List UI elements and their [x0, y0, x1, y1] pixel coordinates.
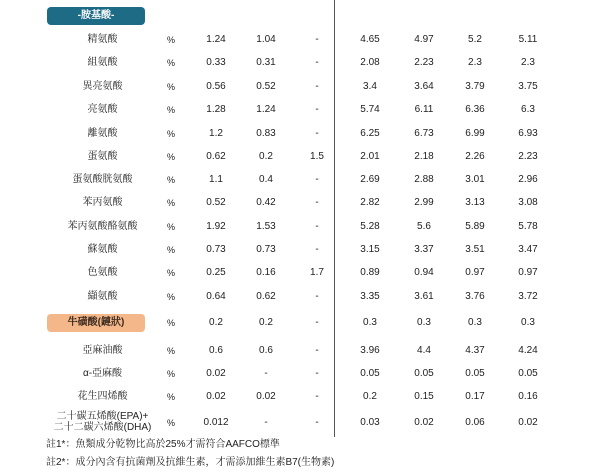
value-cell: 3.01 [465, 174, 485, 185]
value-cell: 3.35 [360, 291, 380, 302]
row-label [40, 411, 165, 433]
value-cell: 2.23 [518, 151, 538, 162]
row-label-line: 二十二碳六烯酸(DHA) [53, 422, 152, 433]
footnote-1: 註1*：魚類成分乾物比高於25%才需符合AAFCO標準 [46, 439, 280, 450]
value-cell: 0.2 [259, 151, 273, 162]
value-cell: 0.64 [206, 291, 226, 302]
value-cell: 0.16 [518, 391, 538, 402]
value-cell: 0.97 [518, 267, 538, 278]
value-cell: - [315, 317, 319, 328]
value-cell: 3.79 [465, 81, 485, 92]
row-label: 蘇氨酸 [87, 244, 118, 255]
row-unit: % [166, 222, 175, 232]
value-cell: 0.89 [360, 267, 380, 278]
value-cell: 2.08 [360, 57, 380, 68]
value-cell: 1.7 [310, 267, 324, 278]
row-unit: % [166, 152, 175, 162]
row-label: 異亮氨酸 [82, 81, 123, 92]
value-cell: 3.72 [518, 291, 538, 302]
value-cell: 0.02 [518, 417, 538, 428]
row-unit: % [166, 129, 175, 139]
value-cell: 0.97 [465, 267, 485, 278]
value-cell: 6.36 [465, 104, 485, 115]
value-cell: 5.11 [518, 34, 538, 45]
value-cell: 4.97 [414, 34, 434, 45]
row-unit: % [166, 418, 175, 428]
row-unit: % [166, 82, 175, 92]
value-cell: 1.2 [209, 128, 223, 139]
value-cell: 0.62 [256, 291, 276, 302]
row-label: 精氨酸 [87, 34, 118, 45]
value-cell: 0.56 [206, 81, 226, 92]
value-cell: 4.24 [518, 345, 538, 356]
value-cell: 3.37 [414, 244, 434, 255]
value-cell: 0.3 [363, 317, 377, 328]
value-cell: 2.69 [360, 174, 380, 185]
row-label: 離氨酸 [87, 128, 118, 139]
value-cell: - [315, 34, 319, 45]
value-cell: - [315, 391, 319, 402]
value-cell: 3.47 [518, 244, 538, 255]
row-unit: % [166, 392, 175, 402]
value-cell: 1.04 [256, 34, 276, 45]
value-cell: 3.64 [414, 81, 434, 92]
value-cell: 6.73 [414, 128, 434, 139]
value-cell: - [315, 104, 319, 115]
value-cell: 0.25 [206, 267, 226, 278]
value-cell: 2.26 [465, 151, 485, 162]
value-cell: 0.42 [256, 197, 276, 208]
value-cell: 2.3 [468, 57, 482, 68]
value-cell: 0.012 [203, 417, 229, 428]
value-cell: - [315, 128, 319, 139]
table-row [0, 290, 600, 304]
value-cell: 0.05 [360, 368, 380, 379]
section-label-amino-acids: -胺基酸- [47, 7, 145, 25]
row-unit: % [166, 198, 175, 208]
value-cell: 0.2 [209, 317, 223, 328]
row-unit: % [166, 292, 175, 302]
table-row [0, 80, 600, 94]
value-cell: 0.03 [360, 417, 380, 428]
row-unit: % [166, 346, 175, 356]
table-row [0, 56, 600, 70]
row-label: 蛋氨酸 [87, 151, 118, 162]
row-label: 組氨酸 [87, 57, 118, 68]
value-cell: 0.3 [521, 317, 535, 328]
value-cell: 0.33 [206, 57, 226, 68]
value-cell: 6.11 [414, 104, 434, 115]
row-unit: % [166, 369, 175, 379]
value-cell: 6.93 [518, 128, 538, 139]
table-row [0, 150, 600, 164]
value-cell: 0.02 [206, 368, 226, 379]
value-cell: 0.52 [256, 81, 276, 92]
value-cell: 2.01 [360, 151, 380, 162]
row-label: 色氨酸 [87, 267, 118, 278]
value-cell: 1.92 [206, 221, 226, 232]
row-label: 苯丙氨酸酪氨酸 [67, 221, 138, 232]
value-cell: 4.65 [360, 34, 380, 45]
value-cell: 0.83 [256, 128, 276, 139]
row-label: 亞麻油酸 [82, 345, 123, 356]
value-cell: 5.78 [518, 221, 538, 232]
section-label-taurine: 牛磺酸(鏈狀) [47, 314, 145, 332]
table-row [0, 316, 600, 330]
value-cell: 0.02 [414, 417, 434, 428]
value-cell: 1.1 [209, 174, 223, 185]
value-cell: 5.28 [360, 221, 380, 232]
value-cell: - [315, 81, 319, 92]
row-label: 亮氨酸 [87, 104, 118, 115]
table-row [0, 33, 600, 47]
row-unit: % [166, 318, 175, 328]
value-cell: 0.3 [468, 317, 482, 328]
value-cell: 0.05 [518, 368, 538, 379]
value-cell: - [315, 197, 319, 208]
value-cell: 0.2 [259, 317, 273, 328]
value-cell: 2.82 [360, 197, 380, 208]
value-cell: - [315, 368, 319, 379]
value-cell: 2.3 [521, 57, 535, 68]
table-row [0, 196, 600, 210]
value-cell: 0.16 [256, 267, 276, 278]
value-cell: 3.08 [518, 197, 538, 208]
value-cell: 2.88 [414, 174, 434, 185]
value-cell: 0.2 [363, 391, 377, 402]
value-cell: 0.6 [209, 345, 223, 356]
table-row [0, 243, 600, 257]
value-cell: 1.28 [206, 104, 226, 115]
table-row [0, 344, 600, 358]
table-row [0, 266, 600, 280]
value-cell: 2.99 [414, 197, 434, 208]
value-cell: 6.99 [465, 128, 485, 139]
value-cell: - [264, 417, 268, 428]
row-label: 花生四烯酸 [77, 391, 128, 402]
value-cell: 5.74 [360, 104, 380, 115]
value-cell: - [315, 417, 319, 428]
value-cell: 0.15 [414, 391, 434, 402]
table-row [0, 390, 600, 404]
value-cell: 3.96 [360, 345, 380, 356]
row-label: 蛋氨酸胱氨酸 [72, 174, 133, 185]
value-cell: 0.73 [206, 244, 226, 255]
value-cell: 0.62 [206, 151, 226, 162]
value-cell: 1.5 [310, 151, 324, 162]
table-row [0, 367, 600, 381]
table-row [0, 411, 600, 433]
value-cell: 3.4 [363, 81, 377, 92]
value-cell: 5.6 [417, 221, 431, 232]
table-row [0, 127, 600, 141]
row-label: 纈氨酸 [87, 291, 118, 302]
value-cell: 0.02 [206, 391, 226, 402]
value-cell: 2.96 [518, 174, 538, 185]
table-row [0, 220, 600, 234]
value-cell: - [315, 57, 319, 68]
table-row [0, 103, 600, 117]
value-cell: - [264, 368, 268, 379]
value-cell: - [315, 221, 319, 232]
value-cell: 3.15 [360, 244, 380, 255]
row-label: α-亞麻酸 [82, 368, 123, 379]
value-cell: 0.05 [414, 368, 434, 379]
row-unit: % [166, 105, 175, 115]
value-cell: 4.4 [417, 345, 431, 356]
row-unit: % [166, 175, 175, 185]
row-label: 苯丙氨酸 [82, 197, 123, 208]
value-cell: 0.31 [256, 57, 276, 68]
value-cell: 1.24 [256, 104, 276, 115]
value-cell: 0.94 [414, 267, 434, 278]
value-cell: - [315, 345, 319, 356]
row-unit: % [166, 245, 175, 255]
value-cell: 5.2 [468, 34, 482, 45]
value-cell: 6.3 [521, 104, 535, 115]
row-unit: % [166, 58, 175, 68]
value-cell: 3.61 [414, 291, 434, 302]
row-unit: % [166, 268, 175, 278]
value-cell: 0.05 [465, 368, 485, 379]
value-cell: - [315, 174, 319, 185]
value-cell: 0.4 [259, 174, 273, 185]
value-cell: 0.3 [417, 317, 431, 328]
value-cell: 3.75 [518, 81, 538, 92]
table-row [0, 173, 600, 187]
value-cell: 3.13 [465, 197, 485, 208]
footnote-2: 註2*：成分內含有抗菌劑及抗維生素，才需添加維生素B7(生物素) [46, 457, 335, 468]
value-cell: 1.24 [206, 34, 226, 45]
row-unit: % [166, 35, 175, 45]
value-cell: 2.23 [414, 57, 434, 68]
value-cell: - [315, 244, 319, 255]
value-cell: 6.25 [360, 128, 380, 139]
value-cell: 5.89 [465, 221, 485, 232]
value-cell: 2.18 [414, 151, 434, 162]
value-cell: 0.52 [206, 197, 226, 208]
value-cell: 0.6 [259, 345, 273, 356]
value-cell: 0.02 [256, 391, 276, 402]
value-cell: 0.06 [465, 417, 485, 428]
value-cell: 0.17 [465, 391, 485, 402]
value-cell: 3.76 [465, 291, 485, 302]
value-cell: 4.37 [465, 345, 485, 356]
row-label-line: 二十碳五烯酸(EPA)+ [56, 411, 149, 422]
value-cell: 3.51 [465, 244, 485, 255]
value-cell: 1.53 [256, 221, 276, 232]
value-cell: 0.73 [256, 244, 276, 255]
value-cell: - [315, 291, 319, 302]
